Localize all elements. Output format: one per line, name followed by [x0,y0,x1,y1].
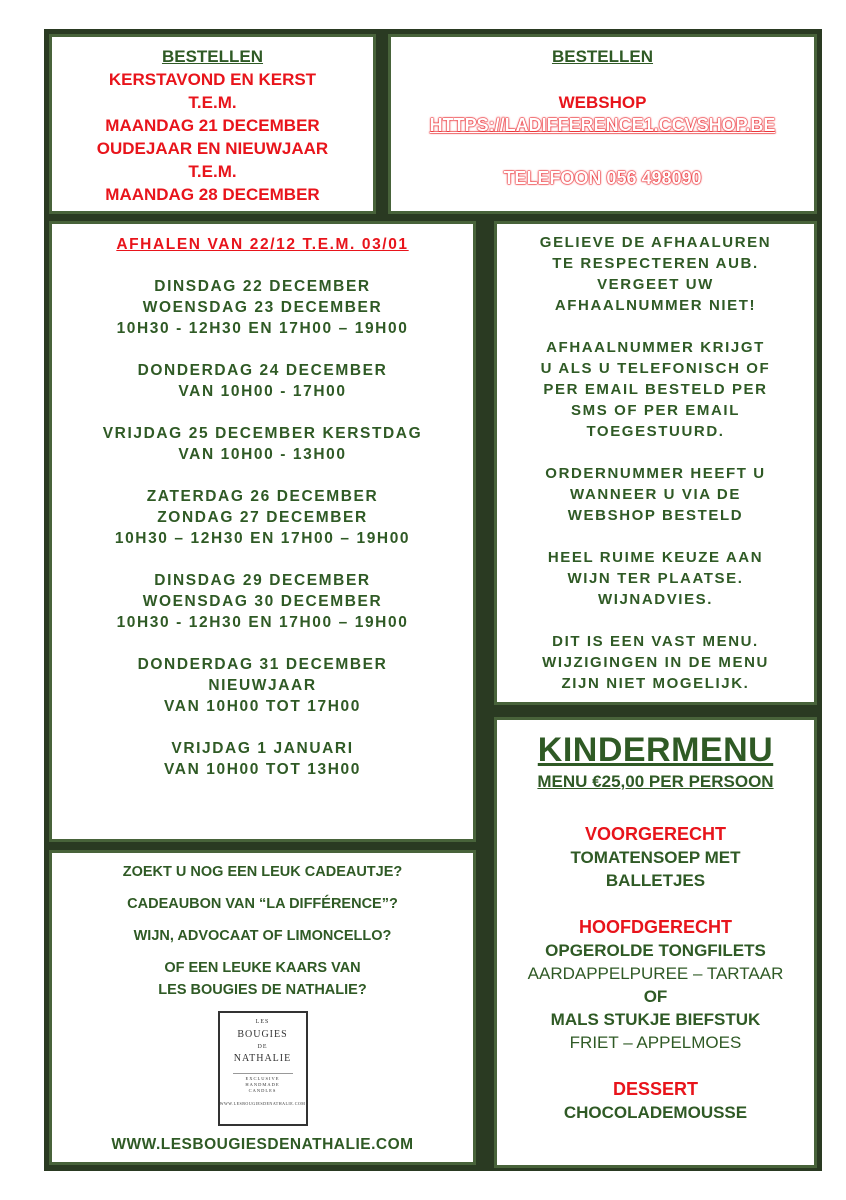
pickup-line: VAN 10H00 TOT 13H00 [164,761,361,778]
order-deadline-line: T.E.M. [188,162,237,181]
info-line: ORDERNUMMER HEEFT U [545,465,766,482]
kids-menu-title: KINDERMENU [537,731,774,769]
logo-tagline: EXCLUSIVE [245,1076,280,1081]
info-line: VERGEET UW [597,276,714,293]
info-line: WANNEER U VIA DE [570,486,741,503]
order-deadline-line: T.E.M. [188,93,237,112]
info-line: TOEGESTUURD. [586,423,725,440]
main-course-sides: FRIET – APPELMOES [569,1033,742,1052]
pickup-line: VAN 10H00 TOT 17H00 [164,698,361,715]
les-bougies-logo [218,1011,308,1126]
order-deadlines-title: BESTELLEN [161,47,264,66]
pickup-line: 10H30 - 12H30 EN 17H00 – 19H00 [116,614,409,631]
pickup-line: VAN 10H00 - 17H00 [178,383,347,400]
info-line: SMS OF PER EMAIL [571,402,740,419]
main-course-option: MALS STUKJE BIEFSTUK [550,1010,761,1029]
pickup-info-panel [494,221,817,705]
logo-de: DE [257,1044,268,1050]
gift-line: WIJN, ADVOCAAT OF LIMONCELLO? [133,928,392,944]
order-deadline-line: OUDEJAAR EN NIEUWJAAR [96,139,329,158]
logo-url: WWW.LESBOUGIESDENATHALIE.COM [219,1101,306,1106]
logo-divider [233,1073,293,1074]
pickup-line: ZONDAG 27 DECEMBER [157,509,368,526]
pickup-line: DINSDAG 22 DECEMBER [154,278,371,295]
order-contact-panel [388,34,817,214]
dessert-dish: CHOCOLADEMOUSSE [563,1103,748,1122]
webshop-link[interactable]: HTTPS://LADIFFERENCE1.CCVSHOP.BE [429,115,776,135]
info-line: HEEL RUIME KEUZE AAN [547,549,764,566]
pickup-title: AFHALEN VAN 22/12 T.E.M. 03/01 [116,236,409,253]
info-line: U ALS U TELEFONISCH OF [540,360,771,377]
order-contact-title: BESTELLEN [551,47,654,66]
pickup-line: 10H30 - 12H30 EN 17H00 – 19H00 [116,320,409,337]
order-deadline-line: MAANDAG 21 DECEMBER [105,116,320,135]
main-course-option: OPGEROLDE TONGFILETS [545,941,766,960]
info-line: AFHAALNUMMER NIET! [554,297,757,314]
main-course-sides: AARDAPPELPUREE – TARTAAR [527,964,784,983]
info-line: TE RESPECTEREN AUB. [552,255,759,272]
gift-line: ZOEKT U NOG EEN LEUK CADEAUTJE? [122,864,403,880]
order-deadline-line: KERSTAVOND EN KERST [108,70,317,89]
pickup-line: DONDERDAG 24 DECEMBER [137,362,388,379]
order-deadlines-panel [49,34,376,214]
kids-menu-price: MENU €25,00 PER PERSOON [537,772,774,791]
gift-line: OF EEN LEUKE KAARS VAN [164,960,361,976]
logo-tagline: HANDMADE [245,1082,280,1087]
pickup-line: NIEUWJAAR [208,677,317,694]
logo-bougies: BOUGIES [237,1029,288,1040]
dessert-label: DESSERT [612,1079,699,1099]
info-line: AFHAALNUMMER KRIJGT [546,339,765,356]
starter-dish: BALLETJES [605,871,706,890]
info-line: GELIEVE DE AFHAALUREN [539,234,772,251]
pickup-line: VAN 10H00 - 13H00 [178,446,347,463]
gift-ideas-panel [49,850,476,1165]
info-line: WIJNADVIES. [597,591,714,608]
kids-menu-panel [494,717,817,1168]
pickup-line: ZATERDAG 26 DECEMBER [146,488,379,505]
or-label: OF [643,987,668,1006]
info-line: ZIJN NIET MOGELIJK. [561,675,750,692]
pickup-line: VRIJDAG 1 JANUARI [171,740,354,757]
gift-line: CADEAUBON VAN “LA DIFFÉRENCE”? [127,896,398,912]
logo-tagline: CANDLES [248,1088,277,1093]
gift-line: LES BOUGIES DE NATHALIE? [158,982,367,998]
pickup-line: WOENSDAG 30 DECEMBER [142,593,383,610]
pickup-line: DONDERDAG 31 DECEMBER [137,656,388,673]
logo-nathalie: NATHALIE [233,1053,292,1064]
main-course-label: HOOFDGERECHT [579,917,732,937]
pickup-line: 10H30 – 12H30 EN 17H00 – 19H00 [114,530,411,547]
pickup-line: WOENSDAG 23 DECEMBER [142,299,383,316]
pickup-line: DINSDAG 29 DECEMBER [154,572,371,589]
info-line: DIT IS EEN VAST MENU. [552,633,759,650]
logo-les: LES [255,1019,270,1025]
info-line: WEBSHOP BESTELD [567,507,744,524]
pickup-line: VRIJDAG 25 DECEMBER KERSTDAG [102,425,423,442]
info-line: WIJZIGINGEN IN DE MENU [542,654,769,671]
pickup-schedule-panel [49,221,476,842]
order-deadline-line: MAANDAG 28 DECEMBER [105,185,320,204]
info-line: PER EMAIL BESTELD PER [543,381,768,398]
webshop-label: WEBSHOP [558,93,647,112]
info-line: WIJN TER PLAATSE. [567,570,744,587]
candle-website-link[interactable]: WWW.LESBOUGIESDENATHALIE.COM [111,1136,414,1153]
starter-dish: TOMATENSOEP MET [570,848,741,867]
starter-label: VOORGERECHT [584,824,726,844]
phone-number: TELEFOON 056 498090 [503,168,702,188]
